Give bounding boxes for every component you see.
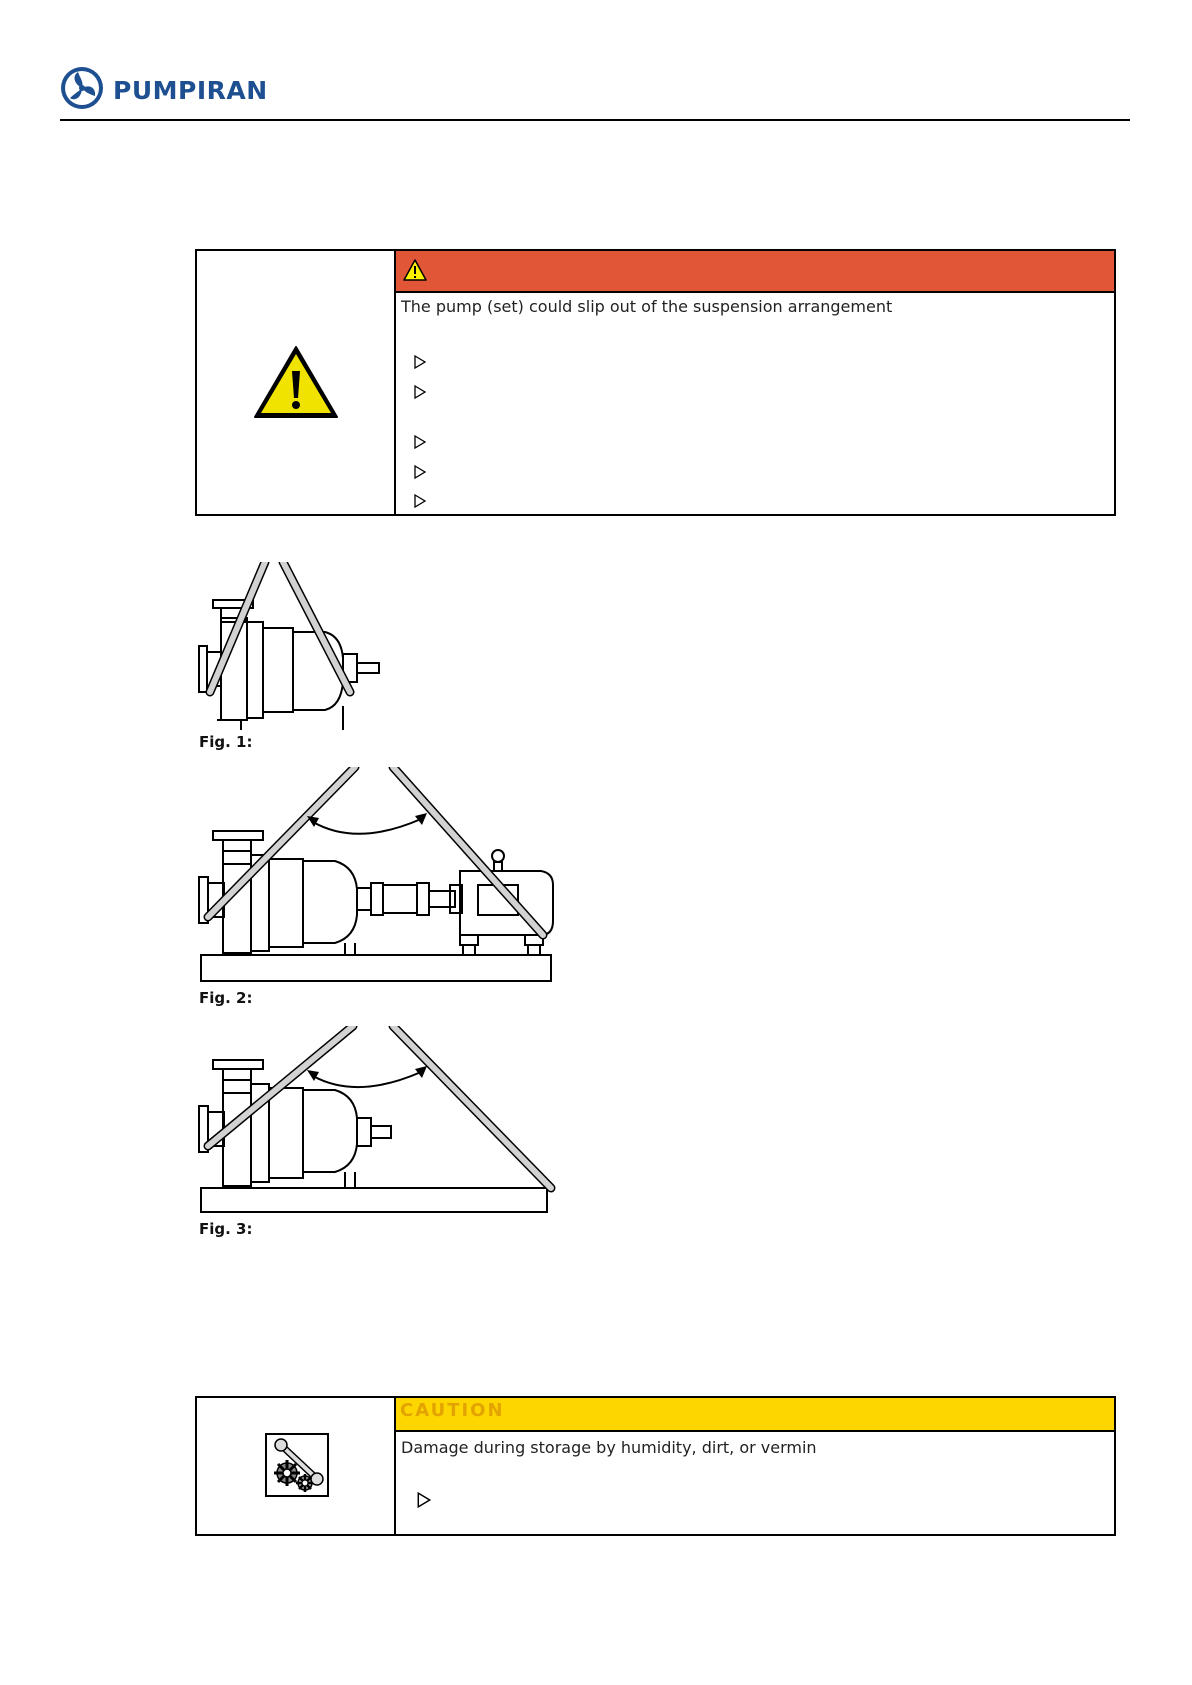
header-divider [60, 119, 1130, 121]
figure-1-illustration [195, 562, 395, 730]
warning-small-icon [403, 259, 427, 281]
warning-banner [396, 251, 1114, 293]
caution-headline: Damage during storage by humidity, dirt, or vermin [401, 1438, 817, 1457]
bullet-arrow-icon [413, 355, 427, 369]
bullet-arrow-icon [416, 1492, 432, 1508]
logo-text: PUMPIRAN [113, 76, 268, 105]
bullet-arrow-icon [413, 385, 427, 399]
caution-icon-cell [197, 1398, 396, 1534]
bullet-arrow-icon [413, 435, 427, 449]
warning-icon-cell [197, 251, 396, 514]
bullet-arrow-icon [413, 494, 427, 508]
caution-label: CAUTION [400, 1400, 505, 1421]
figure-2-illustration [195, 767, 557, 983]
warning-triangle-icon [252, 344, 340, 420]
warning-notice [195, 249, 1116, 516]
figure-3-illustration [195, 1026, 557, 1214]
pumpiran-logo [60, 66, 290, 114]
logo-mark-icon [60, 66, 104, 110]
figure-2-caption: Fig. 2: [199, 989, 253, 1007]
figure-3-caption: Fig. 3: [199, 1220, 253, 1238]
bullet-arrow-icon [413, 465, 427, 479]
figure-1-caption: Fig. 1: [199, 733, 253, 751]
caution-banner [396, 1398, 1114, 1432]
maintenance-tools-icon [265, 1433, 329, 1497]
warning-headline: The pump (set) could slip out of the suspension arrangement [401, 297, 893, 316]
caution-notice [195, 1396, 1116, 1536]
